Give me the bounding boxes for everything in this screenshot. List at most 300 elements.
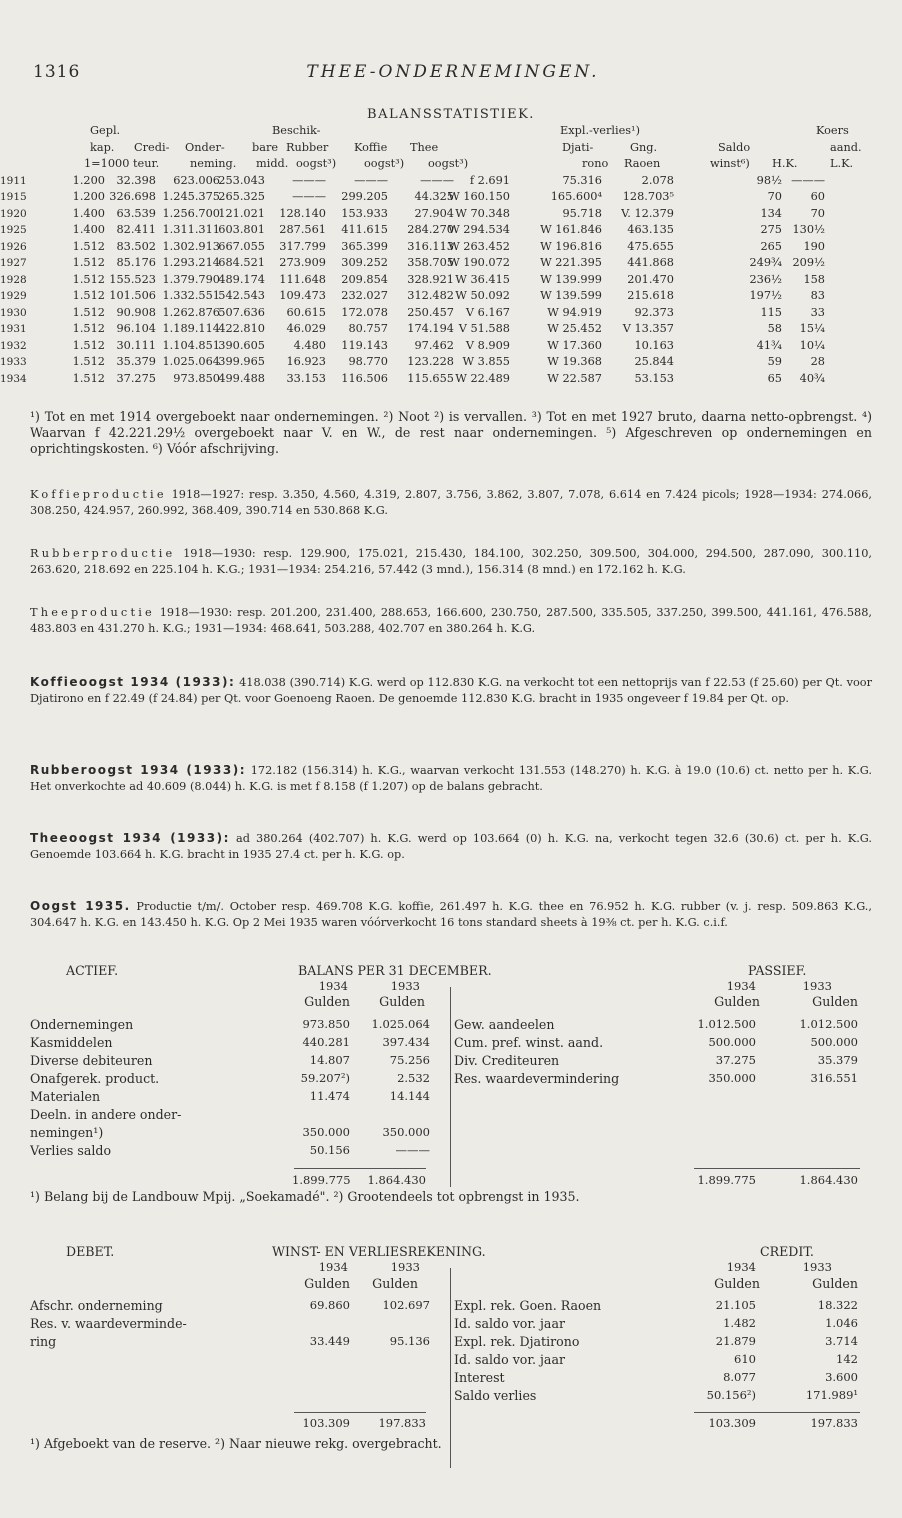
pl-total-right-1933: 197.833 [810,1416,858,1430]
asset-row-label: Onafgerek. product. [30,1071,160,1086]
stats-row [0,272,880,289]
credit-row-value-1934: 8.077 [723,1370,756,1384]
stats-value-cell: 684.521 [218,256,265,269]
stats-value-cell: 1.332.551 [162,289,220,302]
stats-value-cell: 249¾ [749,256,782,269]
coffee-harvest-paragraph [30,675,872,706]
stats-value-cell: W 50.092 [455,289,510,302]
stats-value-cell: 317.799 [279,239,326,253]
stats-header-cell: aand. [830,140,862,154]
stats-value-cell: 1.379.790 [162,272,220,286]
pl-total-left-1934: 103.309 [302,1416,350,1430]
stats-value-cell: ——— [292,190,326,203]
debet-row-label: Afschr. onderneming [30,1298,163,1313]
pl-currency-label: Gulden [812,1276,858,1291]
stats-header-row [30,156,880,173]
stats-value-cell: ——— [292,173,326,187]
balance-year-left-1933: 1933 [390,979,420,993]
stats-value-cell: 27.904 [414,206,454,220]
liability-row-value-1934: 37.275 [715,1053,756,1067]
stats-value-cell: 70 [810,206,825,220]
stats-value-cell: W 221.395 [540,256,602,269]
stats-header-cell: L.K. [830,157,854,170]
stats-value-cell: 1.400 [72,206,105,220]
stats-row [0,173,880,190]
rubber-harvest-text: 172.182 (156.314) h. K.G., waarvan verkocht 131.553 (148.270) h. K.G. à 19.0 (10.6) ct. netto per h. K.G. Het onverkochte ad 40.609 (8.044) h. K.G. is met f 8.158 (f 1.207) op de balans gebracht. [30,764,873,793]
stats-row [0,222,880,239]
stats-value-cell: 119.143 [341,338,388,352]
asset-row-label: nemingen¹) [30,1125,104,1140]
stats-row [0,354,880,371]
harvest-1935-paragraph [30,899,872,930]
stats-value-cell: W 25.452 [547,322,602,335]
liability-row-label: Res. waardevermindering [454,1071,620,1086]
stats-header-cell: kap. [90,140,115,154]
stats-header-cell: Rubber [286,140,329,154]
stats-value-cell: 326.698 [109,190,156,203]
balance-year-right-1933: 1933 [802,979,832,993]
stats-value-cell: 1.512 [72,289,105,302]
stats-value-cell: 197½ [749,289,782,302]
stats-value-cell: W 160.150 [448,190,510,203]
stats-row [0,255,880,272]
stats-value-cell: 232.027 [341,289,388,302]
stats-value-cell: ——— [354,173,388,187]
stats-value-cell: W 196.816 [540,239,602,253]
stats-year-cell: 1920 [0,207,27,220]
stats-value-cell: 40¾ [799,371,825,385]
stats-value-cell: 153.933 [341,206,388,220]
stats-value-cell: 499.488 [218,371,265,385]
rubber-harvest-paragraph [30,763,872,794]
stats-value-cell: 41¾ [756,338,782,352]
credit-row-value-1934: 610 [734,1352,756,1366]
asset-row-value-1933: 14.144 [389,1089,430,1103]
debet-row-label: ring [30,1334,57,1349]
stats-header-cell: H.K. [772,157,798,170]
stats-value-cell: 1.512 [72,305,105,319]
liability-row-label: Gew. aandeelen [454,1017,555,1032]
stats-value-cell: V 51.588 [458,322,510,335]
stats-value-cell: 1.302.913 [162,239,220,253]
stats-value-cell: 58 [767,322,782,335]
stats-value-cell: 85.176 [116,256,156,269]
stats-value-cell: 209½ [792,256,825,269]
stats-header-cell: neming. [190,157,237,170]
debet-row-value-1933: 95.136 [389,1334,430,1348]
stats-value-cell: 82.411 [116,223,156,236]
stats-year-cell: 1930 [0,306,27,319]
pl-total-left-1933: 197.833 [378,1416,426,1430]
stats-value-cell: 10¼ [799,338,825,352]
stats-value-cell: 973.850 [173,371,220,385]
stats-value-cell: W 17.360 [547,338,602,352]
coffee-harvest-label: Koffieoogst 1934 (1933): [30,675,236,689]
stats-row [0,239,880,256]
stats-value-cell: 365.399 [341,239,388,253]
asset-row-label: Verlies saldo [30,1143,112,1158]
stats-value-cell: 80.757 [348,322,388,335]
stats-value-cell: 1.512 [72,355,105,368]
pl-currency-label: Gulden [304,1276,350,1291]
stats-value-cell: 1.200 [72,190,105,203]
stats-value-cell: 1.512 [72,338,105,352]
balance-currency-label: Gulden [379,994,425,1009]
coffee-production-label: Koffieproductie [30,488,167,501]
stats-value-cell: 90.908 [116,305,156,319]
stats-header-row [30,140,880,157]
credit-row-value-1933: 3.714 [825,1334,858,1348]
stats-value-cell: 623.006 [173,173,220,187]
stats-value-cell: 116.506 [341,371,388,385]
stats-header-cell: Beschik- [272,124,321,137]
stats-value-cell: 275 [760,223,782,236]
rubber-production-paragraph [30,546,872,577]
liability-row-value-1933: 316.551 [810,1071,858,1085]
stats-value-cell: 46.029 [286,322,326,335]
stats-value-cell: 1.256.700 [162,206,220,220]
pl-year-left-1934: 1934 [318,1260,348,1274]
stats-header-cell: Koffie [354,140,388,154]
asset-row-value-1934: 11.474 [309,1089,350,1103]
stats-value-cell: 60.615 [286,305,326,319]
tea-production-text: 1918—1930: resp. 201.200, 231.400, 288.653, 166.600, 230.750, 287.500, 335.505, 337.250, 399.500, 441.161, 476.588, 483.803 en 431.270 h. K.G.; 1931—1934: 468.641, 503.288, 402.707 en 380.264 h. K.G. [30,606,872,635]
stats-value-cell: 95.718 [562,206,602,220]
credit-row-value-1934: 21.105 [715,1298,756,1312]
stats-header-cell: Onder- [185,140,225,154]
balance-currency-label: Gulden [812,994,858,1009]
asset-row-label: Diverse debiteuren [30,1053,153,1068]
tea-production-paragraph [30,605,872,636]
debet-row-value-1934: 69.860 [309,1298,350,1312]
liability-row-value-1934: 350.000 [708,1071,756,1085]
stats-row [0,371,880,388]
tea-harvest-label: Theeoogst 1934 (1933): [30,831,230,845]
stats-value-cell: 1.025.064 [162,355,220,368]
stats-value-cell: 32.398 [116,173,156,187]
stats-value-cell: 309.252 [341,256,388,269]
asset-row-value-1934: 350.000 [302,1125,350,1139]
liability-row-label: Div. Crediteuren [454,1053,560,1068]
stats-value-cell: 328.921 [407,272,454,286]
stats-value-cell: 33.153 [286,371,326,385]
stats-value-cell: 121.021 [218,206,265,220]
coffee-production-text: 1918—1927: resp. 3.350, 4.560, 4.319, 2.807, 3.756, 3.862, 3.807, 7.078, 6.614 en 7.424 picols; 1928—1934: 274.066, 308.250, 424.957, 260.992, 368.409, 390.714 en 530.868 K.G. [30,488,873,517]
asset-row-value-1933: 1.025.064 [371,1017,430,1031]
stats-value-cell: 1.200 [72,173,105,187]
stats-row [0,338,880,355]
rubber-production-label: Rubberproductie [30,547,176,560]
credit-row-label: Id. saldo vor. jaar [454,1316,565,1331]
stats-year-cell: 1933 [0,356,27,368]
stats-value-cell: V. 12.379 [621,206,674,220]
balance-footnote: ¹) Belang bij de Landbouw Mpij. „Soekamadé". ²) Grootendeels tot opbrengst in 1935. [30,1189,580,1204]
stats-value-cell: W 294.534 [448,223,510,236]
stats-value-cell: 475.655 [627,239,674,253]
stats-value-cell: ——— [420,173,454,187]
stats-value-cell: 97.462 [414,338,454,352]
pl-footnote: ¹) Afgeboekt van de reserve. ²) Naar nieuwe rekg. overgebracht. [30,1436,442,1451]
coffee-harvest-text: 418.038 (390.714) K.G. werd op 112.830 K.G. na verkocht tot een nettoprijs van f 22.53 (f 25.60) per Qt. voor Djatirono en f 22.49 (f 24.84) per Qt. voor Goenoeng Raoen. De genoemde 112.830 K.G. bracht in 1935 ongeveer f 19.84 per Qt. op. [30,676,872,705]
stats-value-cell: 390.605 [218,338,265,352]
tea-harvest-text: ad 380.264 (402.707) h. K.G. werd op 103.664 (0) h. K.G. na, verkocht tegen 32.6 (30.6) ct. per h. K.G. Genoemde 103.664 h. K.G. bracht in 1935 27.4 ct. per h. K.G. op. [30,832,872,861]
stats-value-cell: 507.636 [218,305,265,319]
stats-row [0,305,880,322]
stats-value-cell: 123.228 [407,355,454,368]
stats-row [0,288,880,305]
rubber-harvest-label: Rubberoogst 1934 (1933): [30,763,247,777]
stats-row [0,206,880,223]
stats-year-cell: 1932 [0,339,27,352]
balance-total-left-1934: 1.899.775 [292,1173,351,1187]
stats-value-cell: 165.600⁴ [550,190,602,203]
stats-value-cell: W 94.919 [547,305,602,319]
stats-value-cell: 111.648 [279,272,326,286]
stats-header-cell: Saldo [718,140,751,154]
balance-divider [450,987,451,1187]
stats-value-cell: 316.113 [407,239,454,253]
stats-header-cell: Gng. [630,140,658,154]
stats-value-cell: 83 [810,289,825,302]
stats-value-cell: 35.379 [116,355,156,368]
stats-value-cell: 4.480 [293,338,326,352]
credit-row-value-1933: 1.046 [825,1316,858,1330]
stats-body [0,173,880,388]
credit-row-label: Expl. rek. Goen. Raoen [454,1298,602,1313]
stats-value-cell: 28 [810,355,825,368]
stats-value-cell: W 22.587 [547,371,602,385]
pl-currency-label: Gulden [372,1276,418,1291]
stats-value-cell: 70 [767,190,782,203]
stats-header-cell: Raoen [624,157,661,170]
asset-row-label: Ondernemingen [30,1017,134,1032]
stats-value-cell: 174.194 [407,322,454,335]
stats-header-cell: Gepl. [90,124,121,137]
balance-title: BALANS PER 31 DECEMBER. [298,963,492,978]
stats-value-cell: 53.153 [634,371,674,385]
stats-value-cell: 201.470 [627,272,674,286]
balance-currency-label: Gulden [304,994,350,1009]
stats-value-cell: 134 [760,206,782,220]
stats-value-cell: 284.270 [407,223,454,236]
stats-row [0,189,880,206]
stats-value-cell: 441.868 [627,256,674,269]
stats-value-cell: 98.770 [348,355,388,368]
stats-value-cell: 190 [803,239,825,253]
stats-header-cell: Expl.-verlies¹) [560,124,640,137]
balance-year-left-1934: 1934 [318,979,348,993]
stats-value-cell: 1.245.375 [162,190,220,203]
stats-year-cell: 1911 [0,174,27,187]
asset-row-value-1933: ——— [395,1143,430,1157]
stats-header-cell: bare [252,140,279,154]
stats-value-cell: 209.854 [341,272,388,286]
asset-row-value-1933: 2.532 [397,1071,430,1085]
stats-value-cell: 155.523 [109,272,156,286]
stats-header-cell: Thee [410,140,439,154]
stats-value-cell: 1.512 [72,371,105,385]
balance-total-rule [294,1168,426,1169]
asset-row-value-1934: 14.807 [309,1053,350,1067]
balance-sheet [30,963,872,1203]
liability-row-value-1934: 1.012.500 [697,1017,756,1031]
liability-row-value-1933: 500.000 [810,1035,858,1049]
asset-row-label: Deeln. in andere onder- [30,1107,182,1122]
asset-row-label: Kasmiddelen [30,1035,113,1050]
pl-total-rule [294,1412,426,1413]
liability-row-value-1934: 500.000 [708,1035,756,1049]
stats-value-cell: 1.104.851 [162,338,220,352]
stats-year-cell: 1929 [0,290,27,302]
stats-value-cell: W 19.368 [547,355,602,368]
running-title: THEE-ONDERNEMINGEN. [306,62,600,82]
stats-value-cell: 489.174 [218,272,265,286]
stats-value-cell: 92.373 [634,305,674,319]
credit-row-label: Id. saldo vor. jaar [454,1352,565,1367]
stats-value-cell: W 139.599 [540,289,602,302]
stats-value-cell: 265.325 [218,190,265,203]
stats-value-cell: 358.705 [407,256,454,269]
stats-header-cell: Djati- [562,140,594,154]
stats-value-cell: 25.844 [634,355,674,368]
balance-total-left-1933: 1.864.430 [367,1173,426,1187]
stats-header-cell: winst⁶) [710,157,750,170]
stats-value-cell: 542.543 [218,289,265,302]
stats-value-cell: 215.618 [627,289,674,302]
stats-value-cell: 603.801 [218,223,265,236]
stats-value-cell: 75.316 [562,173,602,187]
pl-total-right-1934: 103.309 [708,1416,756,1430]
pl-year-left-1933: 1933 [390,1260,420,1274]
liability-row-value-1933: 1.012.500 [799,1017,858,1031]
stats-header-cell: Koers [816,124,849,137]
stats-value-cell: 422.810 [218,322,265,335]
stats-value-cell: 312.482 [407,289,454,302]
balance-total-rule [694,1168,860,1169]
stats-value-cell: W 161.846 [540,223,602,236]
stats-value-cell: 299.205 [341,190,388,203]
stats-value-cell: W 36.415 [455,272,510,286]
stats-footnotes: ¹) Tot en met 1914 overgeboekt naar ondernemingen. ²) Noot ²) is vervallen. ³) Tot en met 1927 bruto, daarna netto-opbrengst. ⁴) Waarvan f 42.221.29½ overgeboekt naar V. en W., de rest naar ondernemingen. ⁵) Afgeschreven op ondernemingen en oprichtingskosten. ⁶) Vóór afschrijving. [30,409,872,456]
balance-right-heading: PASSIEF. [748,963,807,978]
stats-value-cell: 158 [803,272,825,286]
pl-year-right-1933: 1933 [802,1260,832,1274]
pl-currency-label: Gulden [714,1276,760,1291]
stats-value-cell: 59 [767,355,782,368]
asset-row-value-1934: 59.207²) [300,1071,350,1085]
liability-row-value-1933: 35.379 [817,1053,858,1067]
credit-row-label: Interest [454,1370,505,1385]
stats-value-cell: 63.539 [116,206,156,220]
stats-value-cell: 253.043 [218,173,265,187]
balance-total-right-1933: 1.864.430 [799,1173,858,1187]
stats-value-cell: 1.189.114 [162,322,220,335]
stats-value-cell: 1.400 [72,223,105,236]
stats-value-cell: 128.140 [279,206,326,220]
stats-value-cell: 287.561 [279,223,326,236]
credit-row-value-1934: 21.879 [715,1334,756,1348]
stats-value-cell: 37.275 [116,371,156,385]
stats-header-cell: Credi- [134,140,170,154]
stats-value-cell: 44.325 [414,190,454,203]
asset-row-value-1933: 350.000 [382,1125,430,1139]
stats-value-cell: 1.311.311 [162,223,220,236]
stats-value-cell: 265 [760,239,782,253]
balance-total-right-1934: 1.899.775 [697,1173,756,1187]
stats-header-cell: oogst³) [364,157,405,170]
balance-year-right-1934: 1934 [726,979,756,993]
stats-value-cell: 65 [767,371,782,385]
stats-value-cell: 130½ [792,223,825,236]
credit-row-value-1933: 142 [836,1352,858,1366]
stats-value-cell: 1.512 [72,272,105,286]
asset-row-value-1933: 397.434 [382,1035,430,1049]
stats-value-cell: W 139.999 [540,272,602,286]
stats-value-cell: W 70.348 [455,206,510,220]
pl-left-heading: DEBET. [66,1244,115,1259]
balance-currency-label: Gulden [714,994,760,1009]
stats-value-cell: 60 [810,190,825,203]
pl-year-right-1934: 1934 [726,1260,756,1274]
tea-harvest-paragraph [30,831,872,862]
stats-value-cell: V 13.357 [622,322,674,335]
harvest-1935-label: Oogst 1935. [30,899,131,913]
stats-value-cell: 10.163 [634,338,674,352]
stats-value-cell: 1.293.214 [162,256,220,269]
stats-header-cell: oogst³) [296,157,337,170]
stats-value-cell: 33 [810,305,825,319]
stats-header-cell: midd. [256,157,289,170]
debet-row-value-1934: 33.449 [309,1334,350,1348]
stats-value-cell: 463.135 [627,223,674,236]
stats-value-cell: 667.055 [218,239,265,253]
stats-value-cell: 1.512 [72,239,105,253]
stats-title: BALANSSTATISTIEK. [367,107,535,122]
stats-value-cell: 273.909 [279,256,326,269]
credit-row-value-1934: 1.482 [723,1316,756,1330]
stats-row [0,321,880,338]
stats-value-cell: 236½ [749,272,782,286]
credit-row-label: Saldo verlies [454,1388,537,1403]
stats-header-row [30,123,880,140]
stats-year-cell: 1915 [0,191,27,203]
stats-value-cell: V 6.167 [465,305,510,319]
stats-value-cell: 30.111 [116,338,156,352]
stats-value-cell: 128.703⁵ [622,190,674,203]
stats-value-cell: ——— [791,173,825,187]
stats-value-cell: W 22.489 [455,371,510,385]
stats-year-cell: 1925 [0,224,27,236]
stats-value-cell: 1.512 [72,322,105,335]
balance-left-heading: ACTIEF. [66,963,119,978]
page-header [33,62,873,86]
stats-value-cell: 98½ [756,173,782,187]
pl-right-heading: CREDIT. [760,1244,814,1259]
stats-value-cell: 15¼ [799,322,825,335]
asset-row-value-1934: 50.156 [309,1143,350,1157]
stats-value-cell: 109.473 [279,289,326,302]
stats-value-cell: 96.104 [116,322,156,335]
stats-value-cell: 1.512 [72,256,105,269]
stats-value-cell: f 2.691 [469,173,510,187]
stats-header-cell: oogst³) [428,157,469,170]
stats-value-cell: 172.078 [341,305,388,319]
stats-value-cell: 101.506 [109,289,156,302]
stats-value-cell: V 8.909 [465,338,510,352]
stats-header-cell: 1=1000 teur. [84,157,160,170]
asset-row-value-1934: 973.850 [302,1017,350,1031]
rubber-production-text: 1918—1930: resp. 129.900, 175.021, 215.430, 184.100, 302.250, 309.500, 304.000, 294.500, 287.090, 300.110, 263.620, 218.692 en 225.104 h. K.G.; 1931—1934: 254.216, 57.442 (3 mnd.), 156.314 (8 mnd.) en 172.162 h. K.G. [30,547,873,576]
